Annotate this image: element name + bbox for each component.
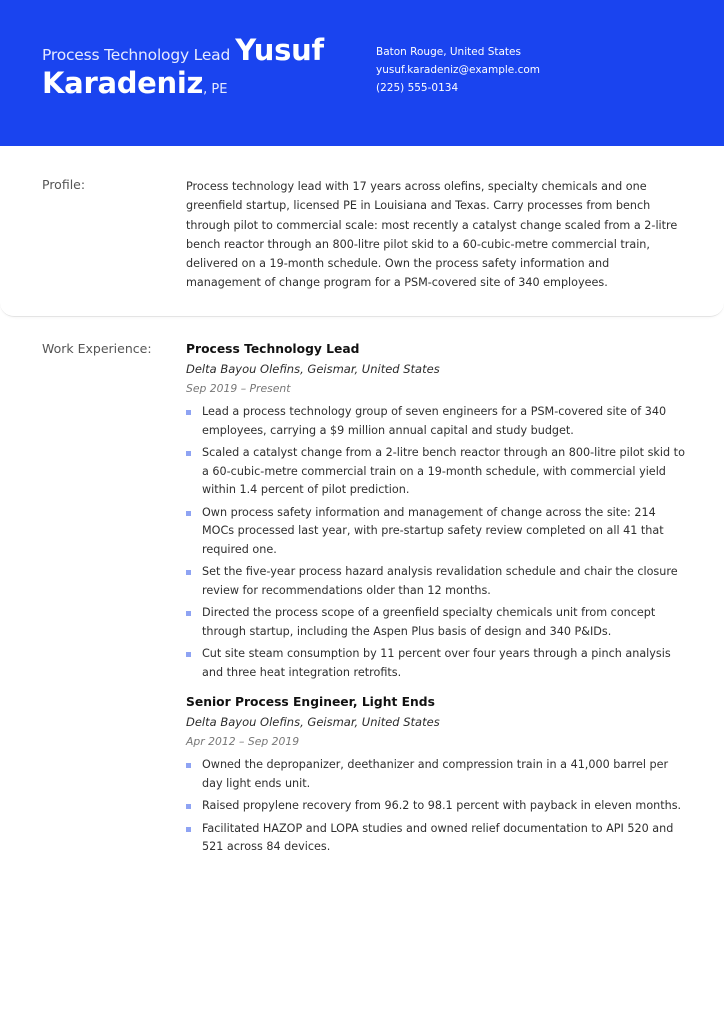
profile-label: Profile: xyxy=(42,177,86,192)
contact-phone[interactable]: (225) 555-0134 xyxy=(376,82,459,94)
job-bullet xyxy=(186,645,686,682)
job-bullet-text: Lead a process technology group of seven engineers for a PSM-covered site of 340 employees, carrying a $9 million annual capital and study budget. xyxy=(202,405,667,437)
job-title: Process Technology Lead xyxy=(186,342,360,356)
job-company: Delta Bayou Olefins, Geismar, United States xyxy=(186,362,440,376)
job-bullet xyxy=(186,756,686,793)
job-bullet xyxy=(186,604,686,641)
job-bullet xyxy=(186,820,686,857)
headline-title: Process Technology Lead xyxy=(42,46,231,64)
bullet-square-icon xyxy=(186,652,191,657)
resume-header xyxy=(0,0,724,146)
job-bullet-text: Raised propylene recovery from 96.2 to 98.1 percent with payback in eleven months. xyxy=(202,799,682,812)
job-bullet-text: Facilitated HAZOP and LOPA studies and owned relief documentation to API 520 and 521 across 84 devices. xyxy=(202,821,674,853)
bullet-square-icon xyxy=(186,410,191,415)
job-bullet-text: Directed the process scope of a greenfield specialty chemicals unit from concept through startup, including the Aspen Plus basis of design and 340 P&IDs. xyxy=(202,606,656,638)
bullet-square-icon xyxy=(186,611,191,616)
bullet-square-icon xyxy=(186,827,191,832)
bullet-square-icon xyxy=(186,804,191,809)
last-name-row xyxy=(42,66,362,100)
bullet-square-icon xyxy=(186,511,191,516)
job-bullet xyxy=(186,797,686,816)
credential: , PE xyxy=(203,82,228,97)
first-name: Yusuf xyxy=(235,33,324,67)
job-bullet-list xyxy=(186,756,686,857)
name-block xyxy=(42,33,362,100)
job-entry xyxy=(186,692,686,857)
bullet-square-icon xyxy=(186,763,191,768)
job-bullet xyxy=(186,403,686,440)
job-list xyxy=(186,339,686,861)
last-name: Karadeniz xyxy=(42,66,204,100)
profile-section xyxy=(0,146,724,317)
job-bullet xyxy=(186,563,686,600)
contact-info xyxy=(376,43,540,97)
job-bullet-text: Cut site steam consumption by 11 percent over four years through a pinch analysis and three heat integration retrofits. xyxy=(202,647,671,679)
job-bullet-text: Scaled a catalyst change from a 2-litre bench reactor through an 800-litre pilot skid to a 60-cubic-metre commercial train on a 19-month schedule, with commercial yield within 1.4 percent of pilot prediction. xyxy=(202,446,685,496)
job-company: Delta Bayou Olefins, Geismar, United States xyxy=(186,715,440,729)
job-dates: Apr 2012 – Sep 2019 xyxy=(186,735,300,748)
job-bullet-text: Owned the depropanizer, deethanizer and compression train in a 41,000 barrel per day light ends unit. xyxy=(202,758,669,790)
work-experience-label: Work Experience: xyxy=(42,341,152,356)
contact-email[interactable]: yusuf.karadeniz@example.com xyxy=(376,64,541,76)
job-entry xyxy=(186,339,686,682)
bullet-square-icon xyxy=(186,451,191,456)
job-bullet xyxy=(186,504,686,560)
job-bullet xyxy=(186,444,686,500)
job-bullet-text: Set the five-year process hazard analysis revalidation schedule and chair the closure review for recommendations older than 12 months. xyxy=(202,565,678,597)
contact-location: Baton Rouge, United States xyxy=(376,46,521,58)
bullet-square-icon xyxy=(186,570,191,575)
job-title: Senior Process Engineer, Light Ends xyxy=(186,695,435,709)
job-dates: Sep 2019 – Present xyxy=(186,382,291,395)
job-bullet-text: Own process safety information and management of change across the site: 214 MOCs processed last year, with pre-startup safety review completed on all 41 that required one. xyxy=(202,505,664,556)
profile-text: Process technology lead with 17 years across olefins, specialty chemicals and one greenfield startup, licensed PE in Louisiana and Texas. Carry processes from bench through pilot to commercial scale: most recently a catalyst change scaled from a 2-litre bench reactor through an 800-litre pilot skid to a 60-cubic-metre commercial train, delivered on a 19-month schedule. Own the process safety information and management of change program for a PSM-covered site of 340 employees. xyxy=(186,180,678,290)
job-bullet-list xyxy=(186,403,686,682)
